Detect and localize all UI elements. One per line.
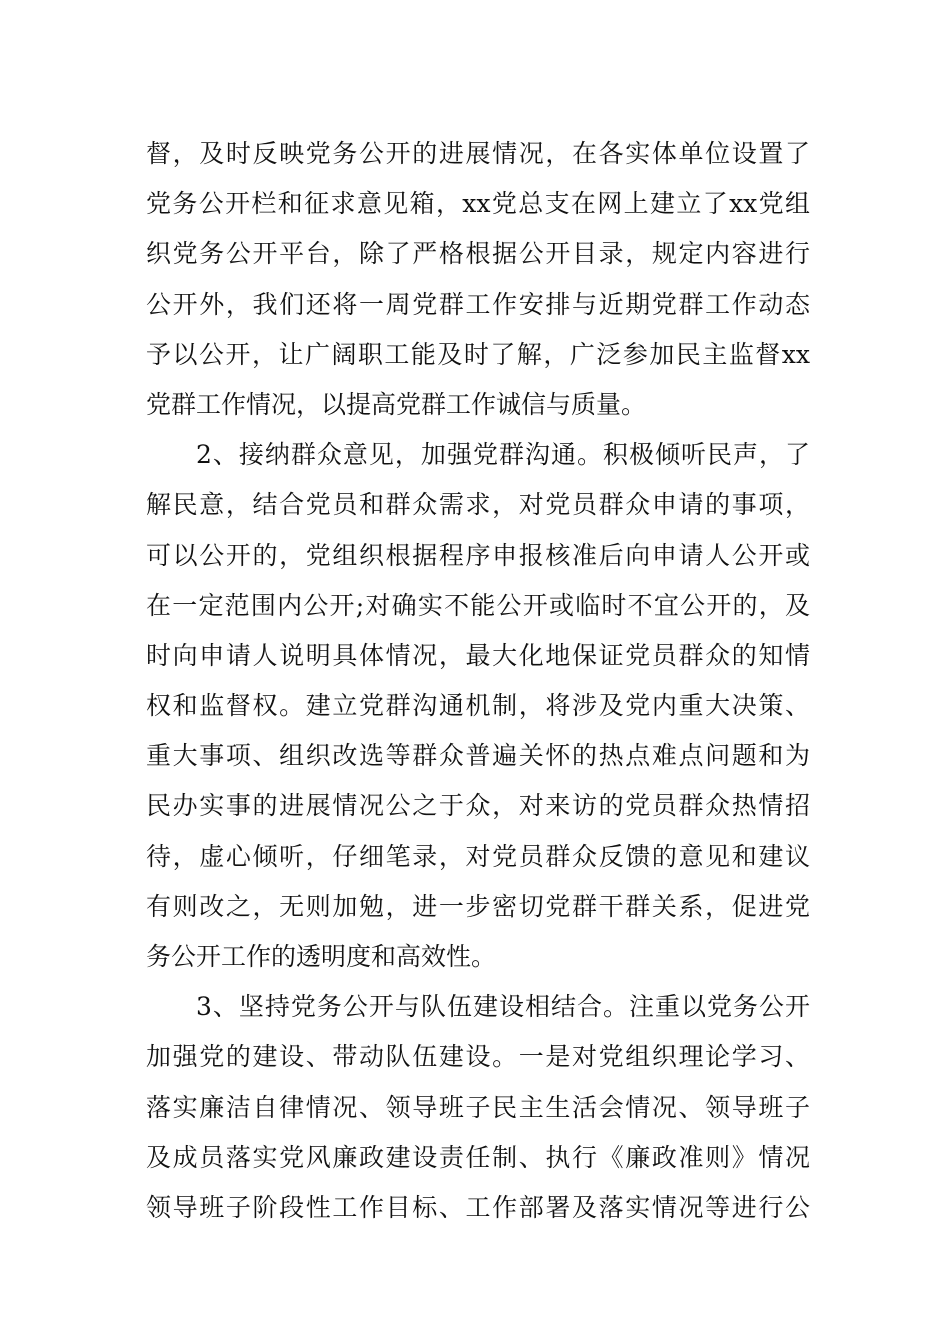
text-line: 在一定范围内公开;对确实不能公开或临时不宜公开的，及 [146, 590, 810, 620]
text-line: 民办实事的进展情况公之于众，对来访的党员群众热情招 [146, 791, 810, 821]
document-body [146, 129, 810, 1233]
text-line: 加强党的建设、带动队伍建设。一是对党组织理论学习、 [146, 1042, 810, 1072]
text-line: 可以公开的，党组织根据程序申报核准后向申请人公开或 [146, 540, 810, 570]
text-line: 待，虚心倾听，仔细笔录，对党员群众反馈的意见和建议 [146, 841, 810, 871]
text-line: 权和监督权。建立党群沟通机制，将涉及党内重大决策、 [146, 691, 810, 721]
text-line: 落实廉洁自律情况、领导班子民主生活会情况、领导班子 [146, 1092, 810, 1122]
text-line: 领导班子阶段性工作目标、工作部署及落实情况等进行公 [146, 1192, 810, 1222]
text-line: 公开外，我们还将一周党群工作安排与近期党群工作动态 [146, 289, 810, 319]
text-line: 重大事项、组织改选等群众普遍关怀的热点难点问题和为 [146, 741, 810, 771]
text-line: 解民意，结合党员和群众需求，对党员群众申请的事项， [146, 490, 810, 520]
text-line: 务公开工作的透明度和高效性。 [146, 942, 497, 971]
text-line: 3、坚持党务公开与队伍建设相结合。注重以党务公开 [196, 992, 810, 1022]
paragraph-1 [146, 129, 810, 430]
text-line: 督，及时反映党务公开的进展情况，在各实体单位设置了 [146, 139, 810, 168]
text-line: 及成员落实党风廉政建设责任制、执行《廉政准则》情况 [146, 1142, 810, 1172]
text-line: 予以公开，让广阔职工能及时了解，广泛参加民主监督xx [146, 339, 810, 369]
paragraph-2 [146, 430, 810, 982]
text-line: 有则改之，无则加勉，进一步密切党群干群关系，促进党 [146, 891, 810, 921]
text-line: 时向申请人说明具体情况，最大化地保证党员群众的知情 [146, 640, 810, 670]
text-line: 党群工作情况，以提高党群工作诚信与质量。 [146, 389, 647, 419]
text-line: 党务公开栏和征求意见箱，xx党总支在网上建立了xx党组 [146, 189, 810, 219]
text-line: 2、接纳群众意见，加强党群沟通。积极倾听民声，了 [196, 440, 810, 470]
text-line: 织党务公开平台，除了严格根据公开目录，规定内容进行 [146, 239, 810, 269]
paragraph-3 [146, 982, 810, 1233]
